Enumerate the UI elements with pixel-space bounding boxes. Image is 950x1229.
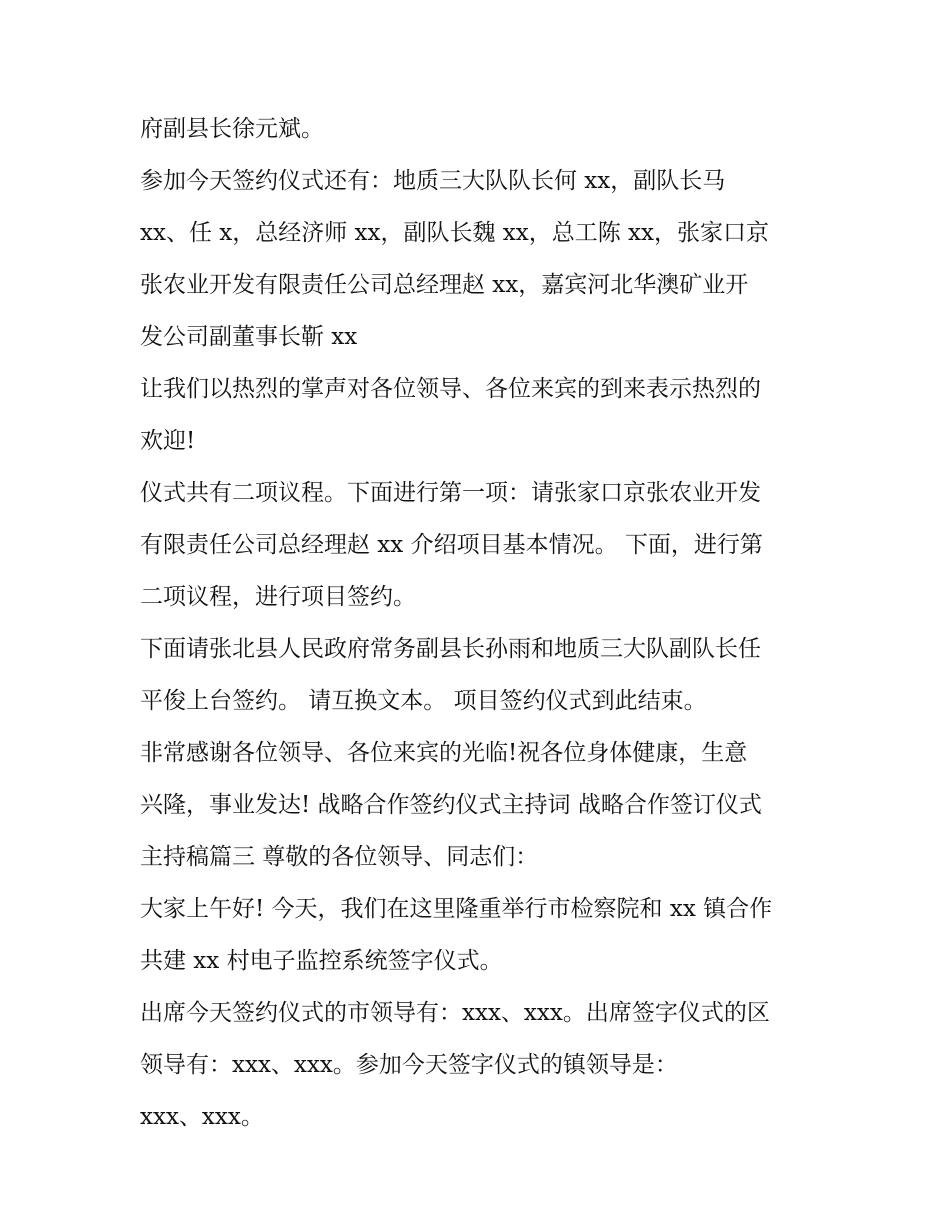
text-line: 发公司副董事长靳 xx [140,324,358,350]
text-line: 仪式共有二项议程。下面进行第一项：请张家口京张农业开发 [140,480,761,506]
text-line: 府副县长徐元斌。 [140,116,324,142]
text-line: xxx、xxx。 [140,1104,264,1130]
text-line: 大家上午好! 今天，我们在这里隆重举行市检察院和 xx 镇合作 [140,896,773,922]
text-line: 参加今天签约仪式还有：地质三大队队长何 xx，副队长马 [140,168,726,194]
text-line: 领导有：xxx、xxx。参加今天签字仪式的镇领导是： [140,1052,678,1078]
text-line: 主持稿篇三 尊敬的各位领导、同志们： [140,844,539,870]
text-line: xx、任 x，总经济师 xx，副队长魏 xx，总工陈 xx，张家口京 [140,220,769,246]
text-line: 让我们以热烈的掌声对各位领导、各位来宾的到来表示热烈的 [140,376,761,402]
text-line: 兴隆，事业发达! 战略合作签约仪式主持词 战略合作签订仪式 [140,792,762,818]
text-line: 出席今天签约仪式的市领导有：xxx、xxx。出席签字仪式的区 [140,1000,770,1026]
text-line: 下面请张北县人民政府常务副县长孙雨和地质三大队副队长任 [140,636,761,662]
text-line: 平俊上台签约。 请互换文本。 项目签约仪式到此结束。 [140,688,707,714]
text-line: 共建 xx 村电子监控系统签字仪式。 [140,948,503,974]
text-line: 张农业开发有限责任公司总经理赵 xx，嘉宾河北华澳矿业开 [140,272,749,298]
text-line: 欢迎! [140,428,196,454]
text-line: 二项议程，进行项目签约。 [140,584,416,610]
text-line: 非常感谢各位领导、各位来宾的光临!祝各位身体健康，生意 [140,740,748,766]
document-body [140,103,820,1143]
text-line: 有限责任公司总经理赵 xx 介绍项目基本情况。 下面，进行第 [140,532,763,558]
